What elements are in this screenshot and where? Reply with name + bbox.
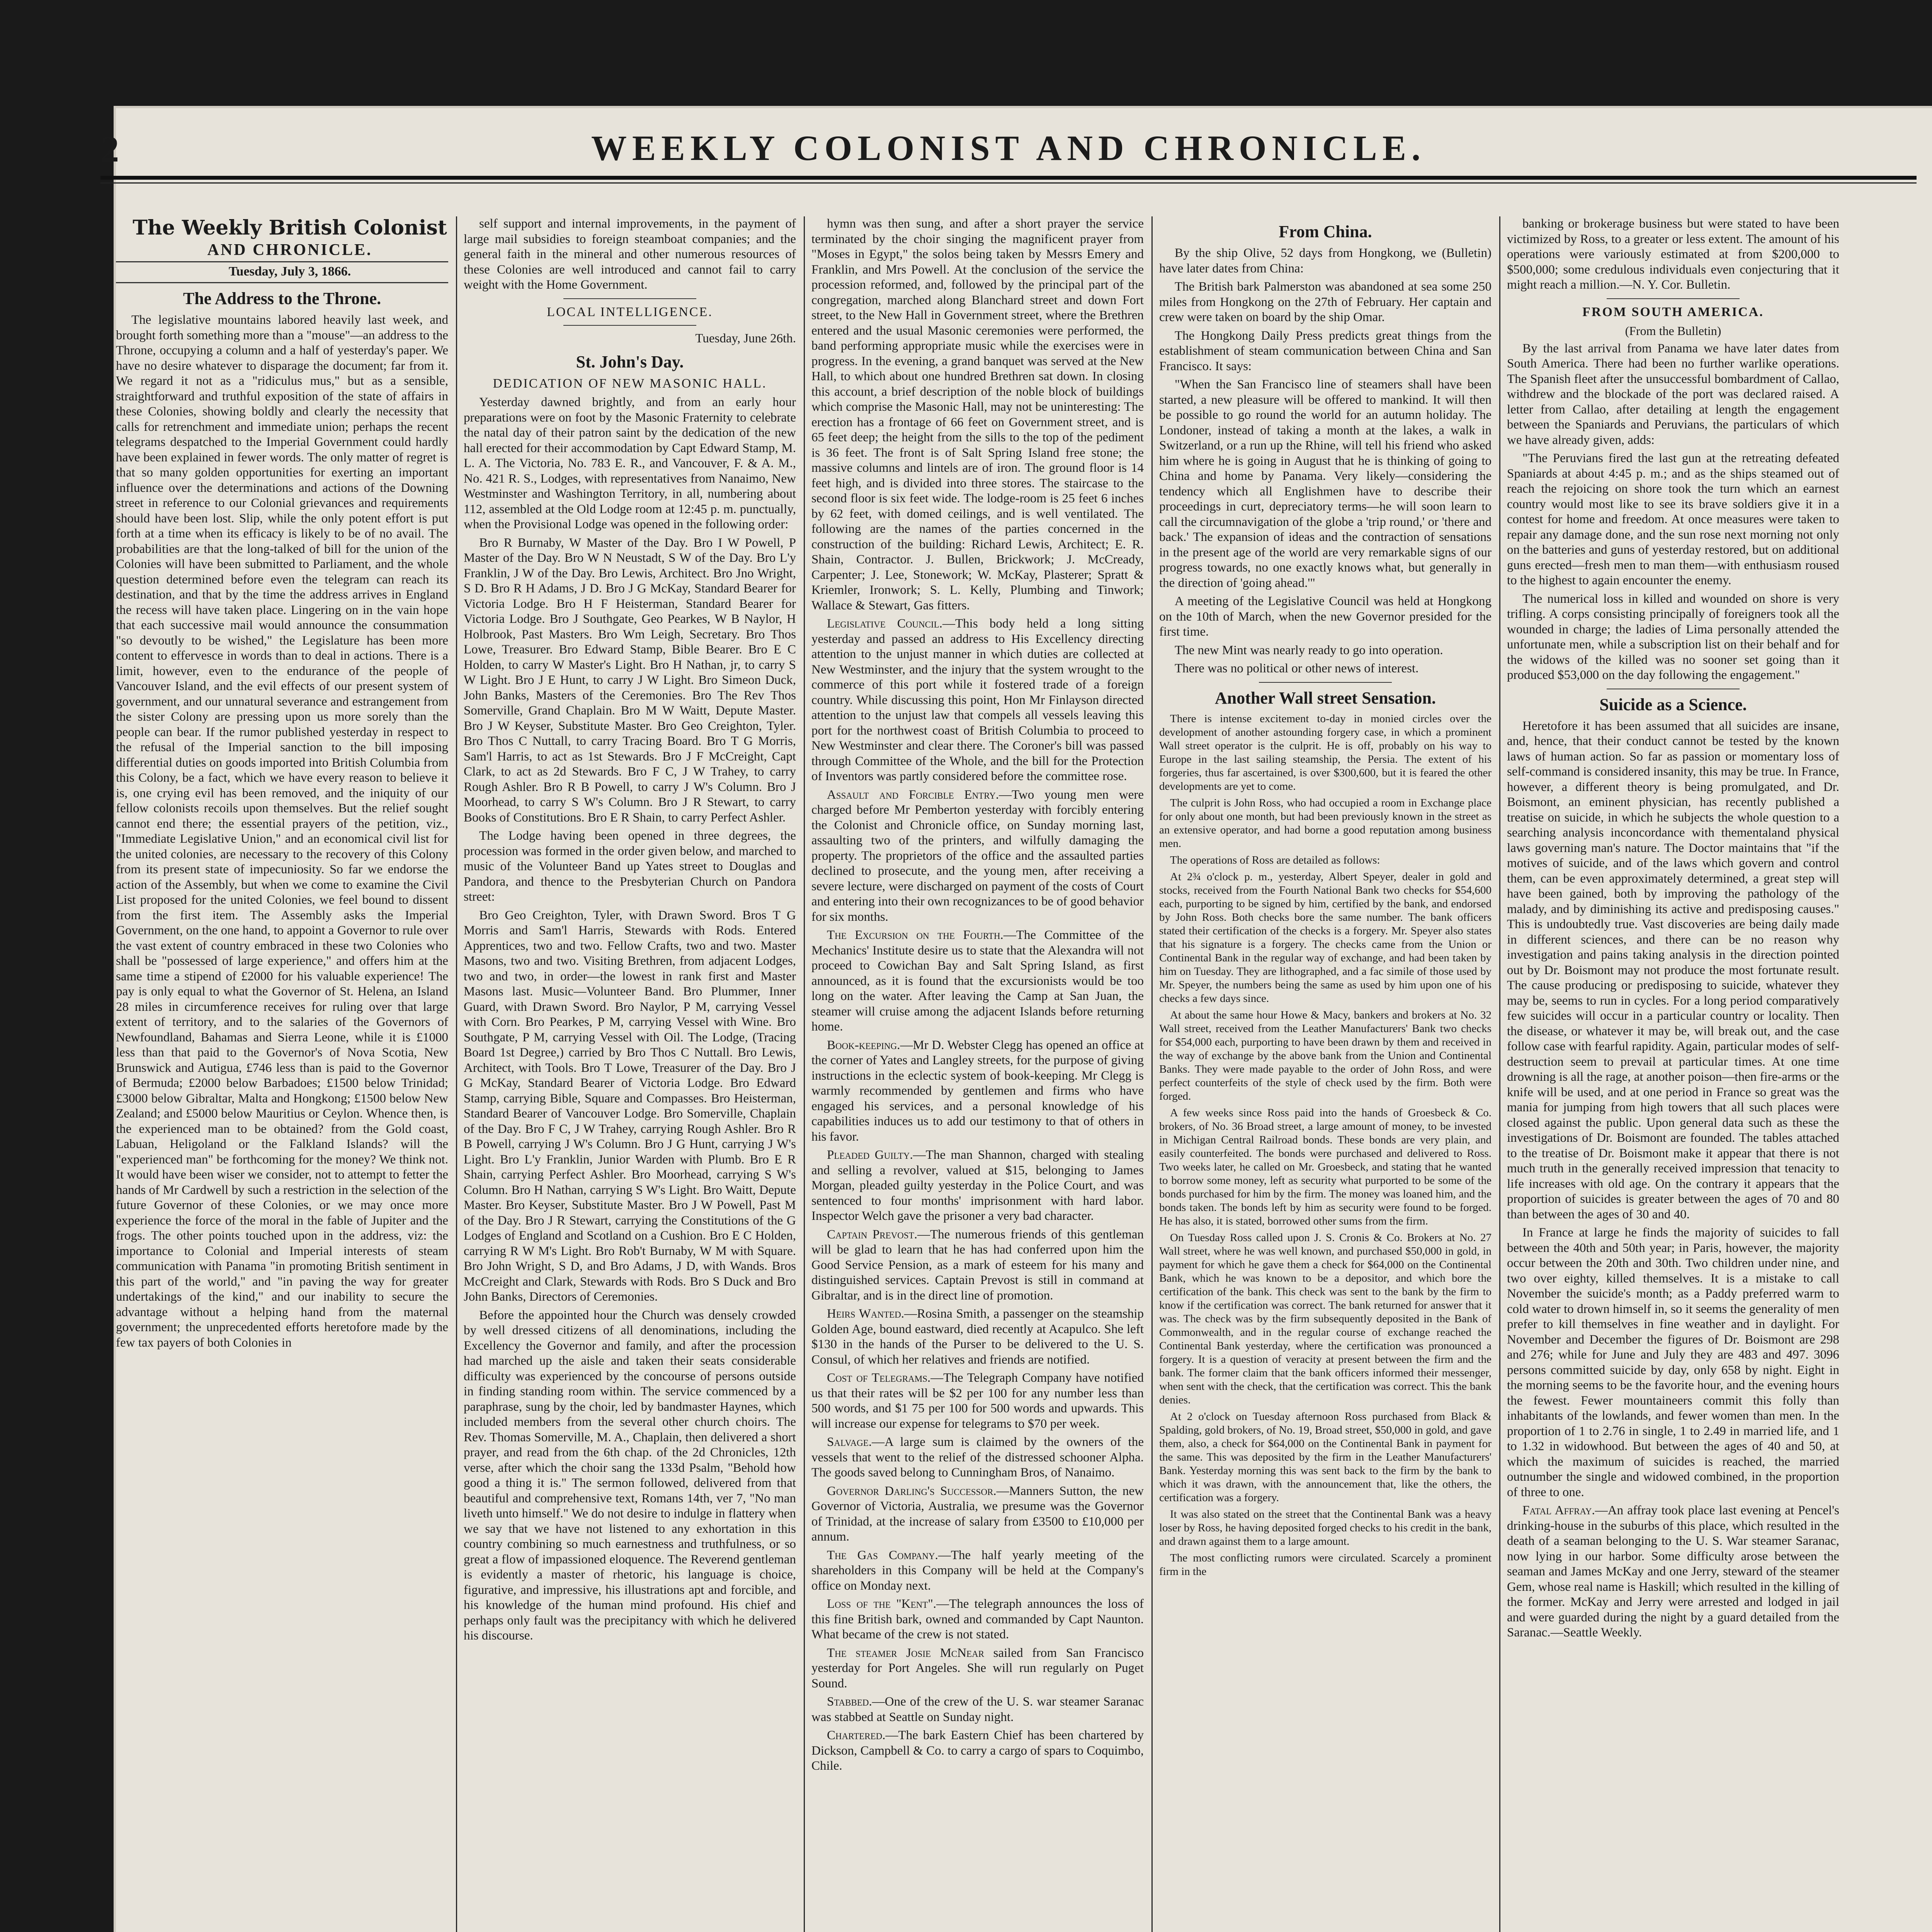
local-item-lead: Heirs Wanted. <box>827 1307 905 1321</box>
article-paragraph: There is intense excitement to-day in monied circles over the development of another astounding forgery case, in which a prominent Wall street operator is the culprit. He is off, probably on his way to Europe in the last sailing steamship, the Persia. The extent of his forgeries, thus far ascertained, is over $300,600, but it is feared the other developments are yet to come. <box>1159 712 1492 793</box>
article-paragraph: The new Mint was nearly ready to go into operation. <box>1175 643 1443 657</box>
column-2 <box>464 216 796 1932</box>
section-rule <box>563 298 696 299</box>
local-item-text: —A large sum is claimed by the owners of the vessels that went to the relief of the distressed schooner Alpha. The goods saved belong to Cunningham Bros, of Nanaimo. <box>811 1435 1144 1480</box>
local-item <box>811 1038 1144 1145</box>
local-item-lead: Stabbed. <box>827 1695 872 1709</box>
local-item-lead: The Gas Company. <box>827 1548 938 1562</box>
local-item-text: —The Telegraph Company have notified us that their rates will be $2 per 100 for any number less than 500 words, and $1 75 per 100 for 500 words and upwards. This will increase our expense for telegrams to $70 per week. <box>811 1371 1144 1431</box>
article-paragraph: The Hongkong Daily Press predicts great things from the establishment of steam communication between China and San Francisco. It says: <box>1159 328 1492 373</box>
column-divider <box>804 216 805 1932</box>
article-paragraph: A meeting of the Legislative Council was held at Hongkong on the 10th of March, when the new Governor presided for the first time. <box>1159 594 1492 639</box>
article-credit: (From the Bulletin) <box>1625 324 1721 338</box>
masthead-rule-top <box>100 176 1917 180</box>
article-paragraph: Bro R Burnaby, W Master of the Day. Bro I W Powell, P Master of the Day. Bro W N Neustadt, S W of the Day. Bro L'y Franklin, J W of the Day. Bro Lewis, Architect. Bro Jno Wright, S D. Bro R H Adams, J D. Bro J G McKay, Standard Bearer for Victoria Lodge. Bro H F Heisterman, Standard Bearer for Victoria Lodge. Bro J Southgate, Geo Pearkes, W B Naylor, H Holbrook, Past Masters. Bro Wm Leigh, Secretary. Bro Thos Lowe, Treasurer. Bro Edward Stamp, Bible Bearer. Bro E C Holden, to carry W Master's Light. Bro H Nathan, jr, to carry S W Light. Bro J E Hunt, to carry J W Light. Bro Simeon Duck, John Banks, Masters of the Ceremonies. Bro The Rev Thos Somerville, Grand Chaplain. Bro M W Waitt, Depute Master. Bro J W Keyser, Substitute Master. Bro Geo Creighton, Tyler. Bro Thos C Nuttall, to carry Tracing Board. Bro T G Morris, Sam'l Harris, to act as 1st Stewards. Bro J F McCreight, Capt Clark, to act as 2d Stewards. Bro F C, J W Trahey, to carry Rough Ashler. Bro R B Powell, to carry J W's Column. Bro J Moorhead, to carry S W's Column. Bro J R Stewart, to carry Books of Constitutions. Bro E R Shain, to carry Perfect Ashler. <box>464 536 796 825</box>
article-paragraph: self support and internal improvements, in the payment of large mail subsidies to foreign steamboat companies; and the general faith in the mineral and other numerous resources of these Colonies are well introduced and cannot fail to carry weight with the Home Government. <box>464 217 796 292</box>
local-items <box>1507 1503 1839 1641</box>
column-divider <box>1499 216 1500 1932</box>
article-paragraph: By the ship Olive, 52 days from Hongkong, we (Bulletin) have later dates from China: <box>1159 246 1492 276</box>
article-paragraph: Before the appointed hour the Church was densely crowded by well dressed citizens of all denominations, including the Excellency the Governor and family, and after the procession had marched up the aisle and taken their seats considerable difficulty was experienced by the concourse of persons outside in finding standing room within. The service commenced by a paraphrase, sung by the choir, led by bandmaster Haynes, which included members from the several other church choirs. The Rev. Thomas Somerville, M. A., Chaplain, then delivered a short prayer, and read from the 6th chap. of the 2d Chronicles, 12th verse, after which the choir sang the 133d Psalm, "Behold how good a thing it is." The sermon followed, delivered from that beautiful and comprehensive text, Romans 14th, ver 7, "No man liveth unto himself." We do not desire to indulge in flattery when we say that we have not listened to any exhortation in this country combining so much earnestness and truthfulness, or so great a flow of impassioned eloquence. The Reverend gentleman is evidently a master of rhetoric, his language is choice, figurative, and impressive, his illustrations apt and forcible, and his knowledge of the human mind profound. His chief and perhaps only fault was the precipitancy with which he delivered his discourse. <box>464 1308 796 1643</box>
column-rule <box>116 261 448 262</box>
section-rule <box>563 325 696 326</box>
article-paragraph: There was no political or other news of interest. <box>1175 662 1419 675</box>
local-item-text: —An affray took place last evening at Pencel's drinking-house in the suburbs of this place, which resulted in the death of a seaman belonging to the U. S. War steamer Saranac, now lying in our harbor. Some difficulty arose between the seaman and James McKay and one Jerry, steward of the steamer Gem, whose real name is Haskill; which resulted in the killing of the former. McKay and Jerry were arrested and lodged in jail and were guarded during the night by a guard detailed from the Saranac.—Seattle Weekly. <box>1507 1503 1839 1639</box>
column-1 <box>116 216 448 1932</box>
local-item-text: —The numerous friends of this gentleman will be glad to learn that he has had conferred upon him the Good Service Pension, as a mark of esteem for his many and distinguished services. Captain Prevost is still in command at Gibraltar, and is in the direct line of promotion. <box>811 1227 1144 1303</box>
column-paper-subtitle: AND CHRONICLE. <box>207 241 372 259</box>
article-paragraph: At about the same hour Howe & Macy, bankers and brokers at No. 32 Wall street, received from the Leather Manufacturers' Bank two checks for $54,000 each, purporting to have been drawn by them and received in the way of exchange by the above bank from the Union and Continental Banks. They were made payable to the order of John Ross, and were perfect counterfeits of the style of check used by the firm. Both were forged. <box>1159 1009 1492 1102</box>
masthead <box>100 128 1917 170</box>
local-items <box>811 616 1144 1774</box>
local-item-text: —The half yearly meeting of the shareholders in this Company will be held at the Company's office on Monday next. <box>811 1548 1144 1593</box>
local-item-text: —Two young men were charged before Mr Pemberton yesterday with forcibly entering the Colonist and Chronicle office, on Sunday morning last, assaulting two of the printers, and wilfully damaging the property. The proprietors of the office and the assaulted parties declined to prosecute, and the young men, after receiving a severe lecture, were discharged on payment of the costs of Court and entering into their own recognizances to be of good behavior for six months. <box>811 787 1144 924</box>
article-paragraph: In France at large he finds the majority of suicides to fall between the 40th and 50th year; in Paris, however, the majority occur between the 20th and 30th. Two children under nine, and two over eighty, killed themselves. It is a mistake to call November the suicide's month; as a Paddy preferred warm to cold water to drown himself in, so it seems the generality of men prefer to kill themselves in fine weather and in daylight. For November and December the figures of Dr. Boismont are 298 and 276; while for June and July they are 483 and 497. 3096 persons committed suicide by day, only 658 by night. Eight in the morning seems to be the favorite hour, and the evening hours the fewest. Fewer mountaineers commit this folly than inhabitants of the lowlands, and fewer women than men. In the proportion of 1 to 2.76 in single, 1 to 2.49 in married life, and 1 to 1.32 in widowhood. But between the ages of 40 and 50, at which the maximum of suicides is reached, the married outnumber the single and widowed combined, in the proportion of three to one. <box>1507 1226 1839 1499</box>
local-item <box>811 616 1144 784</box>
local-item-text: —The man Shannon, charged with stealing and selling a revolver, valued at $15, belonging to James Morgan, pleaded guilty yesterday in the Police Court, and was sentenced to four months' imprisonment with hard labor. Inspector Welch gave the prisoner a very bad character. <box>811 1148 1144 1223</box>
issue-date: Tuesday, July 3, 1866. <box>228 264 351 279</box>
masthead-rule-bottom <box>100 182 1917 184</box>
local-item <box>811 1548 1144 1594</box>
local-item <box>811 1646 1144 1692</box>
local-item-lead: Book-keeping. <box>827 1038 900 1052</box>
paper-name: WEEKLY COLONIST AND CHRONICLE. <box>591 128 1426 168</box>
local-item-lead: Chartered. <box>827 1728 886 1742</box>
article-paragraph: At 2¾ o'clock p. m., yesterday, Albert Speyer, dealer in gold and stocks, received from the Fourth National Bank two checks for $54,600 each, purporting to be signed by him, certified by the bank, and endorsed by John Ross. Both checks bore the same number. The bank officers stated their certification of the checks is a forgery. Mr. Speyer also states that his signature is a forgery. The checks came from the Union or Continental Bank in the regular way of exchange, and had been taken by him on Tuesday. They are lithographed, and a fac simile of those used by Mr. Speyer, the numbers being the same as used by him upon one of his checks a few days since. <box>1159 870 1492 1005</box>
section-rule <box>1259 682 1392 683</box>
column-5 <box>1507 216 1839 1932</box>
article-paragraph: Bro Geo Creighton, Tyler, with Drawn Sword. Bros T G Morris and Sam'l Harris, Stewards with Rods. Entered Apprentices, two and two. Fellow Crafts, two and two. Master Masons, two and two. Visiting Brethren, from adjacent Lodges, two and two, in order—the lowest in rank first and Master Masons last. Music—Volunteer Band. Bro Plummer, Inner Guard, with Drawn Sword. Bro Naylor, P M, carrying Vessel with Corn. Bro Pearkes, P M, carrying Vessel with Wine. Bro Southgate, P M, carrying Vessel with Oil. The Lodge, (Tracing Board 1st Degree,) carried by Bro Thos C Nuttall. Bro Lewis, Architect, with Tools. Bro T Lowe, Treasurer of the Day. Bro J G McKay, Standard Bearer of Victoria Lodge. Bro Edward Stamp, carrying Bible, Square and Compasses. Bro Heisterman, Standard Bearer of Vancouver Lodge. Bro Somerville, Chaplain of the Day. Bro F C, J W Trahey, carrying Rough Ashler. Bro R B Powell, carrying J W's Column. Bro J G Hunt, carrying J W's Light. Bro L'y Franklin, Junior Warden with Plumb. Bro E R Shain, carrying Perfect Ashler. Bro Moorhead, carrying S W's Column. Bro H Nathan, carrying S W's Light. Bro Waitt, Depute Master. Bro Keyser, Substitute Master. Bro J W Powell, Past M of the Day. Bro J R Stewart, carrying the Constitutions of the G Lodges of England and Scotland on a Cushion. Bro E C Holden, carrying R W M's Light. Bro Rob't Burnaby, W M with Square. Bro John Wright, S D, and Bro Adams, J D, with Wands. Bros McCreight and Clark, Stewards with Rods. Bro S Duck and Bro John Banks, Directors of Ceremonies. <box>464 908 796 1304</box>
article-paragraph: The most conflicting rumors were circulated. Scarcely a prominent firm in the <box>1159 1551 1492 1578</box>
article-paragraph: Heretofore it has been assumed that all suicides are insane, and, hence, that their conduct cannot be tested by the known laws of human action. So far as passion or momentary loss of self-command is considered insanity, this may be true. In France, however, a different theory is being promulgated, and Dr. Boismont, an eminent physician, has recently published a treatise on suicide, in which he subjects the whole question to a searching analysis inconcordance with thementaland physical laws governing man's nature. The Doctor maintains that "if the motives of suicide, and of the laws which govern and control them, can be even approximately determined, a great step will have been gained, both by improving the pathology of the malady, and by diminishing its active and predisposing causes." This is undoubtedly true. Vast discoveries are being daily made in different sciences, and there can be no reason why investigation and pains taking analysis in the direction pointed out by Dr. Boismont may not produce the most fortunate result. The cause producing or predisposing to suicide, whatever they may be, seems to run in cycles. For a long period comparatively few suicides will occur in a particular country or locality. Then the disease, or whatever it may be, will break out, and the case follow case with fearful rapidity. Again, particular modes of self-destruction seem to prevail at particular times. At one time drowning is all the rage, at another poison—then fire-arms or the knife will be used, and at one period in France so great was the mania for jumping from high towers that all such places were closed against the public. Upon general data such as these the investigations of Dr. Boismont are founded. The tables attached to the treatise of Dr. Boismont make it appear that there is not much truth in the generally received impression that tenacity to life increases with old age. On the contrary it appears that the proportion of suicides is greater between the ages of 70 and 80 than between the ages of 30 and 40. <box>1507 719 1839 1221</box>
article-paragraph: Yesterday dawned brightly, and from an early hour preparations were on foot by the Masonic Fraternity to celebrate the natal day of their patron saint by the dedication of the new hall erected for their accommodation by Capt Edward Stamp, M. L. A. The Victoria, No. 783 E. R., and Vancouver, F. & A. M., No. 421 R. S., Lodges, with representatives from Nanaimo, New Westminster and Washington Territory, in all, numbering about 112, assembled at the Old Lodge room at 12:45 p. m. punctually, when the Provisional Lodge was opened in the following order: <box>464 395 796 531</box>
article-paragraph: The British bark Palmerston was abandoned at sea some 250 miles from Hongkong on the 27th of February. Her captain and crew were taken on board by the ship Omar. <box>1159 280 1492 324</box>
article-paragraph: A few weeks since Ross paid into the hands of Groesbeck & Co. brokers, of No. 36 Broad street, a large amount of money, to be invested in Michigan Central Railroad bonds. These bonds are very plain, and easily counterfeited. The bonds were purchased and delivered to Ross. Two weeks later, he called on Mr. Groesbeck, and stating that he wanted to borrow some money, left as security what purported to be some of the bonds purchased for him by the firm. The money was loaned him, and the bonds taken. The bonds left by him as security were found to be forged. He has also, it is stated, borrowed other sums from the firm. <box>1159 1106 1492 1227</box>
local-item <box>811 1227 1144 1304</box>
article-paragraph: By the last arrival from Panama we have later dates from South America. There had been no further warlike operations. The Spanish fleet after the unsuccessful bombardment of Callao, withdrew and the blockade of the port was declared raised. A letter from Callao, after detailing at length the engagement between the Spaniards and Peruvians, the particulars of which we have already given, adds: <box>1507 341 1839 447</box>
column-divider <box>1151 216 1153 1932</box>
article-subheading: DEDICATION OF NEW MASONIC HALL. <box>493 376 767 391</box>
local-item-lead: Governor Darling's Successor. <box>827 1484 997 1498</box>
local-item-text: —One of the crew of the U. S. war steamer Saranac was stabbed at Seattle on Sunday night. <box>811 1695 1144 1724</box>
column-3 <box>811 216 1144 1932</box>
section-heading: LOCAL INTELLIGENCE. <box>547 304 713 319</box>
column-rule <box>116 282 448 283</box>
local-item <box>811 1148 1144 1224</box>
column-4 <box>1159 216 1492 1932</box>
article-paragraph: At 2 o'clock on Tuesday afternoon Ross purchased from Black & Spalding, gold brokers, of No. 19, Broad street, $50,000 in gold, and gave them, also, a check for $64,000 on the Continental Bank in payment for the same. This was deposited by the firm in the Leather Manufacturers' Bank. Yesterday morning this was sent back to the firm by the bank to which it was drawn, with the announcement that, like the others, the certification was a forgery. <box>1159 1410 1492 1504</box>
local-item <box>811 928 1144 1035</box>
local-item-lead: Cost of Telegrams. <box>827 1371 931 1385</box>
local-item-text: —The telegraph announces the loss of this fine British bark, owned and commanded by Capt Naunton. What became of the crew is not stated. <box>811 1597 1144 1641</box>
article-paragraph: "When the San Francisco line of steamers shall have been started, a new pleasure will be offered to mankind. It will then be possible to go round the world for an autumn holiday. The Londoner, instead of taking a month at the lakes, a walk in Switzerland, or a run up the Rhine, will tell his friend who asked him where he is going in August that he is thinking of going to China and home by Panama. Very likely—considering the tendency which all Englishmen have to describe their proceedings in curt, depreciatory terms—he will soon learn to call the circumnavigation of the globe a 'trip round,' or 'there and back.' The expansion of ideas and the contraction of sensations in the present age of the world are very remarkable signs of our progress towards, no one exactly knows what, but generally in the direction of 'going ahead.'" <box>1159 378 1492 590</box>
section-rule <box>1607 298 1740 299</box>
column-paper-title: The Weekly British Colonist <box>133 216 447 240</box>
local-item-lead: Salvage. <box>827 1435 872 1449</box>
article-paragraph: On Tuesday Ross called upon J. S. Cronis & Co. Brokers at No. 27 Wall street, where he was well known, and purchased $50,000 in gold, in payment for which he gave them a check for $64,000 on the Continental Bank, which he was known to be a depositor, and which bore the certification of the bank. This check was sent to the bank by the firm to know if the certification was correct. The bank returned for answer that it was. The check was by the firm subsequently deposited in the Bank of Commonwealth, and in the regular course of exchange reached the Continental Bank yesterday, where the certification was pronounced a forgery. It is a question of veracity at present between the firm and the bank. The former claim that the bank officers informed their messenger, when sent with the check, that the certification was correct. This the bank denies. <box>1159 1231 1492 1406</box>
local-item-text: sailed from San Francisco yesterday for Port Angeles. She will run regularly on Puget Sound. <box>811 1646 1144 1690</box>
article-heading: Suicide as a Science. <box>1599 695 1747 714</box>
article-heading: FROM SOUTH AMERICA. <box>1582 304 1764 319</box>
local-item-text: —The Committee of the Mechanics' Institute desire us to state that the Alexandra will not proceed to Cowichan Bay and Salt Spring Island, as first announced, as it is found that the excursionists would be too long on the water. After leaving the Camp at San Juan, the steamer will cruise among the adjacent Islands before returning home. <box>811 928 1144 1034</box>
local-item-text: —Mr D. Webster Clegg has opened an office at the corner of Yates and Langley streets, for the purpose of giving instructions in the eclectic system of book-keeping. Mr Clegg is warmly recommended by gentlemen and firms who have engaged his services, and a personal knowledge of his capabilities induces us to add our testimony to that of others in his favor. <box>811 1038 1144 1144</box>
local-item <box>811 1371 1144 1432</box>
article-heading: St. John's Day. <box>576 352 684 371</box>
local-item <box>811 787 1144 925</box>
article-paragraph: banking or brokerage business but were stated to have been victimized by Ross, to a greater or less extent. The amount of his operations were variously estimated at from $200,000 to $500,000; some credulous individuals even conjecturing that it might reach a million.—N. Y. Cor. Bulletin. <box>1507 217 1839 292</box>
article-paragraph: It was also stated on the street that the Continental Bank was a heavy loser by Ross, he having deposited forged checks to his credit in the bank, and drawn against them to a large amount. <box>1159 1508 1492 1548</box>
article-paragraph: The numerical loss in killed and wounded on shore is very trifling. A corps consisting principally of foreigners took all the wounded in charge; the ladies of Lima personally attended the unfortunate men, while a subscription list on their behalf and for the widows of the killed was no sooner set going than it produced $53,000 on the day following the engagement." <box>1507 592 1839 682</box>
article-paragraph: "The Peruvians fired the last gun at the retreating defeated Spaniards at about 4:45 p. m.; and as the ships steamed out of reach the rejoicing on shore took the turn which an earnest country would most like to see its brave soldiers give it in a contest for home and freedom. At once measures were taken to repair any damage done, and the sun rose next morning not only on the batteries and guns of yesterday restored, but on additional guns erected—fresh men to man them—with enthusiasm roused to the highest to again encounter the enemy. <box>1507 451 1839 587</box>
local-item-lead: Fatal Affray. <box>1522 1503 1595 1517</box>
article-heading: Another Wall street Sensation. <box>1214 688 1436 707</box>
local-item-lead: Captain Prevost. <box>827 1227 918 1242</box>
local-item <box>811 1435 1144 1481</box>
article-paragraph: hymn was then sung, and after a short prayer the service terminated by the choir singing the magnificent prayer from "Moses in Egypt," the solos being taken by Messrs Emery and Franklin, and Mrs Powell. At the conclusion of the service the procession reformed, and, followed by the principal part of the congregation, marched along Blanchard street and down Fort street, to the New Hall in Government street, where the Brethren entered and the usual Masonic ceremonies were performed, the band performing appropriate music while the exercises were in progress. In the evening, a grand banquet was served at the New Hall, to which about one hundred Brethren sat down. In closing this account, a brief description of the noble block of buildings which comprise the Masonic Hall, may not be uninteresting: The erection has a frontage of 66 feet on Government street, and is 65 feet deep; the height from the sills to the top of the pediment is 36 feet. The front is of Salt Spring Island free stone; the massive columns and lintels are of iron. The ground floor is 14 feet high, and is divided into three stores. The staircase to the second floor is six feet wide. The lodge-room is 25 feet 6 inches by 62 feet, with domed ceilings, and is well ventilated. The following are the names of the parties concerned in the construction of the building: Richard Lewis, Architect; E. R. Shain, Contractor. J. Bullen, Brickwork; J. McCready, Carpenter; J. Lee, Stonework; W. McKay, Plasterer; Spratt & Kriemler, Ironwork; S. L. Kelly, Plumbing and Tinwork; Wallace & Stewart, Gas fitters. <box>811 217 1144 612</box>
local-item-lead: Assault and Forcible Entry. <box>827 787 999 802</box>
local-item <box>1507 1503 1839 1641</box>
local-item-text: —This body held a long sitting yesterday and passed an address to His Excellency directing attention to the unjust manner in which duties are collected at New Westminster, and the injury that the system wrought to the commerce of this port while it fostered trade of a foreign country. While discussing this point, Hon Mr Finlayson directed attention to the unjust law that compels all vessels leaving this port for the northwest coast of British Columbia to proceed to New Westminster and clear there. The Coroner's bill was passed through Committee of the Whole, and the bill for the Protection of Inventors was partly considered before the committee rose. <box>811 617 1144 783</box>
local-item-text: —The bark Eastern Chief has been chartered by Dickson, Campbell & Co. to carry a cargo of spars to Coquimbo, Chile. <box>811 1728 1144 1773</box>
local-item-lead: Legislative Council. <box>827 617 943 631</box>
dateline: Tuesday, June 26th. <box>695 332 796 345</box>
local-item <box>811 1694 1144 1725</box>
local-item-text: —Manners Sutton, the new Governor of Victoria, Australia, we presume was the Governor of Trinidad, at the increase of salary from £3500 to £10,000 per annum. <box>811 1484 1144 1544</box>
local-item-lead: The steamer Josie McNear <box>827 1646 985 1660</box>
article-heading: From China. <box>1279 222 1372 241</box>
article-paragraph: The operations of Ross are detailed as follows: <box>1170 854 1380 866</box>
article-paragraph: The Lodge having been opened in three degrees, the procession was formed in the order given below, and marched to music of the Volunteer Band up Yates street to Douglas and Pandora, and thence to the Presbyterian Church on Pandora street: <box>464 829 796 904</box>
local-item <box>811 1306 1144 1367</box>
local-item-text: —Rosina Smith, a passenger on the steamship Golden Age, bound eastward, died recently at Acapulco. She left $130 in the hands of the Purser to be delivered to the U. S. Consul, of which her relatives and friends are notified. <box>811 1307 1144 1367</box>
local-item-lead: Loss of the "Kent". <box>827 1597 937 1611</box>
page-number: 2 <box>100 128 119 170</box>
local-item <box>811 1484 1144 1545</box>
local-item-lead: Pleaded Guilty. <box>827 1148 913 1162</box>
column-divider <box>456 216 457 1932</box>
article-heading: The Address to the Throne. <box>183 289 381 308</box>
local-item <box>811 1728 1144 1774</box>
local-item <box>811 1597 1144 1643</box>
local-item-lead: The Excursion on the Fourth. <box>827 928 1003 942</box>
article-paragraph: The legislative mountains labored heavily last week, and brought forth something more than a "mouse"—an address to the Throne, occupying a column and a half of yesterday's paper. We have no desire whatever to disparage the document; far from it. We regard it not as a "ridiculus mus," but as a sensible, straightforward and truthful exposition of the state of affairs in these Colonies, showing boldly and clearly the necessity that calls for retrenchment and immediate union; perhaps the recent telegrams despatched to the Imperial Government could hardly have been explained in fewer words. The only matter of regret is that so many golden opportunities for exerting an important influence over the determinations and actions of the Downing street in reference to our Colonial grievances and requirements should have been lost. Slip, while the only potent effort is put forth at a time when its efficacy is likely to be of no avail. The probabilities are that the long-talked of bill for the union of the Colonies will have been submitted to Parliament, and the whole question determined before even the telegram can reach its destination, and that by the time the address arrives in England the recess will have taken place. Lingering on in the vain hope that each successive mail would announce the consummation "so devoutly to be wished," the Legislature has been more content to effervesce in words than to deal in actions. There is a limit, however, even to the endurance of the people of Vancouver Island, and the evil effects of our present system of government, and our unnatural severance and estrangement from the sister Colony are pressing upon us more sorely than the people can bear. If the rumor published yesterday in respect to the refusal of the Imperial sanction to the bill imposing differential duties on goods imported into British Columbia from this Colony, be a fact, which we have every reason to believe it is, one crying evil has been removed, and the iniquity of our fellow colonists recoils upon themselves. But the relief sought cannot end there; the essential prayers of the petition, viz., "Immediate Legislative Union," and an economical civil list for the united colonies, are necessary to the recovery of this Colony from its present state of impecuniosity. So far we endorse the action of the Assembly, but when we come to examine the Civil List proposed for the united Colonies, we feel bound to dissent from the first item. The Assembly asks the Imperial Government, on the one hand, to appoint a Governor to rule over the vast extent of country embraced in these two Colonies who shall be "possessed of large experience," and offers him at the same time a stipend of £2000 for his valuable experience! The pay is only equal to what the Governor of St. Helena, an Island 28 miles in circumference receives for ruling over that large extent of territory, and to the salaries of the Governors of Newfoundland, Bahamas and Sierra Leone, while it is £1000 less than that paid to the Governor's of Nova Scotia, New Brunswick and Autigua, £746 less than is paid to the Governor of Bermuda; £2000 below Barbadoes; £1500 below Trinidad; £3000 below Gibraltar, Malta and Hongkong; £1500 below New Zealand; and £5000 below Mauritius or Ceylon. Whence then, is the experienced man to be obtained? from the Gold coast, Labuan, Heligoland or the Falkland Islands? will the "experienced man" be forthcoming for the money? We think not. It would have been wiser we consider, not to attempt to fetter the hands of Mr Cardwell by such a restriction in the selection of the future Governor of these Colonies, or we may once more experience the force of the moral in the fable of Jupiter and the frogs. The other points touched upon in the address, viz: the importance to Colonial and Imperial interests of steam communication with Panama "in promoting British sentiment in this part of the world," and "in paving the way for greater undertakings of the kind," and our inability to secure the advantage without a helping hand from the maternal government; the unprecedented efforts heretofore made by the few tax payers of both Colonies in <box>116 313 448 1350</box>
article-paragraph: The culprit is John Ross, who had occupied a room in Exchange place for only about one month, but had been previously known in the street as an extensive operator, and had borne a good reputation among business men. <box>1159 796 1492 850</box>
